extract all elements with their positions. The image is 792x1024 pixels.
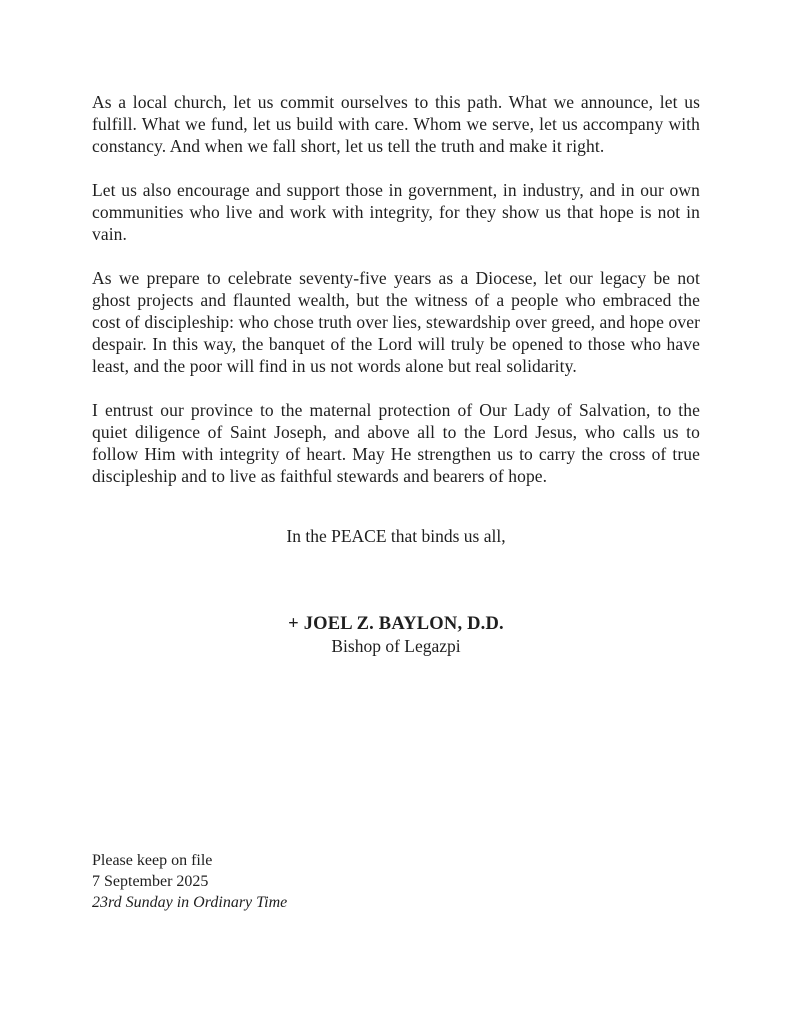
closing-salutation: In the PEACE that binds us all, — [286, 526, 506, 546]
paragraph-encouragement: Let us also encourage and support those in government, in industry, and in our own communities who live and work with integrity, for they show us that hope is not in vain. — [92, 180, 700, 244]
signatory-name: + JOEL Z. BAYLON, D.D. — [288, 614, 504, 634]
paragraph-commitment: As a local church, let us commit ourselves to this path. What we announce, let us fulfill. What we fund, let us build with care. Whom we serve, let us accompany with constancy. And when we fall short, let us tell the truth and make it right. — [92, 92, 700, 156]
paragraph-anniversary-legacy: As we prepare to celebrate seventy-five years as a Diocese, let our legacy be not ghost projects and flaunted wealth, but the witness of a people who embraced the cost of discipleship: who chose truth over lies, stewardship over greed, and hope over despair. In this way, the banquet of the Lord will truly be opened to those who have least, and the poor will find in us not words alone but real solidarity. — [92, 268, 700, 376]
signature-block — [92, 613, 700, 657]
footer-block — [92, 850, 700, 913]
footer-liturgical-day: 23rd Sunday in Ordinary Time — [92, 894, 288, 911]
signatory-title: Bishop of Legazpi — [331, 636, 461, 656]
paragraph-entrustment: I entrust our province to the maternal protection of Our Lady of Salvation, to the quiet diligence of Saint Joseph, and above all to the Lord Jesus, who calls us to follow Him with integrity of heart. May He strengthen us to carry the cross of true discipleship and to live as faithful stewards and bearers of hope. — [92, 400, 700, 486]
footer-date: 7 September 2025 — [92, 873, 209, 890]
footer-filing-note: Please keep on file — [92, 852, 213, 869]
